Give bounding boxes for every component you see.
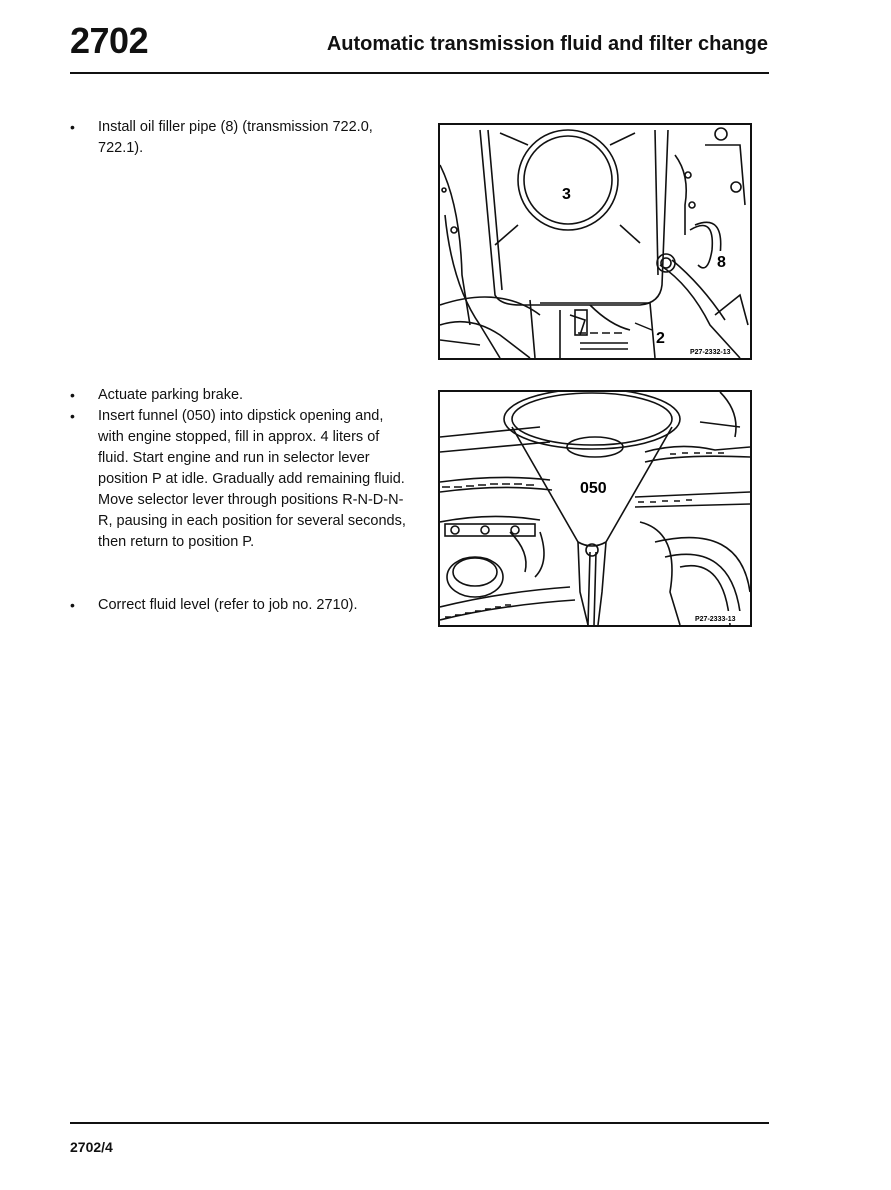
figure-filler-pipe-illustration [440,125,750,358]
section-number: 2702 [70,20,149,61]
page-number: 2702/4 [70,1139,113,1155]
figure-funnel-illustration [440,392,750,625]
header-rule [70,72,769,74]
footer-rule [70,1122,769,1124]
step-text: Actuate parking brake. [98,387,244,403]
callout-2: 2 [656,330,665,347]
callout-3: 3 [562,186,571,203]
bullet: • [70,387,75,403]
figure-filler-pipe [438,123,752,360]
step-install-filler-pipe [70,117,410,159]
step-insert-funnel [70,406,410,553]
figure-code: P27-2332-13 [690,349,731,356]
callout-8: 8 [717,254,726,271]
step-parking-brake [70,385,410,406]
step-text: Install oil filler pipe (8) (transmission 722.0, 722.1). [98,119,373,156]
bullet: • [70,119,75,135]
step-correct-level [70,595,410,616]
bullet: • [70,408,75,424]
callout-050: 050 [580,480,607,497]
bullet: • [70,597,75,613]
step-text: Correct fluid level (refer to job no. 2710). [98,597,358,613]
step-text: Insert funnel (050) into dipstick opening and, with engine stopped, fill in approx. 4 liters of fluid. Start engine and run in selector lever position P at idle. Gradually add remaining fluid. Move selector lever through positions R-N-D-N-R, pausing in each position for several seconds, then return to position P. [98,408,406,550]
page-title: Automatic transmission fluid and filter change [326,33,768,55]
figure-code: P27-2333-13 [695,616,736,623]
figure-funnel [438,390,752,627]
